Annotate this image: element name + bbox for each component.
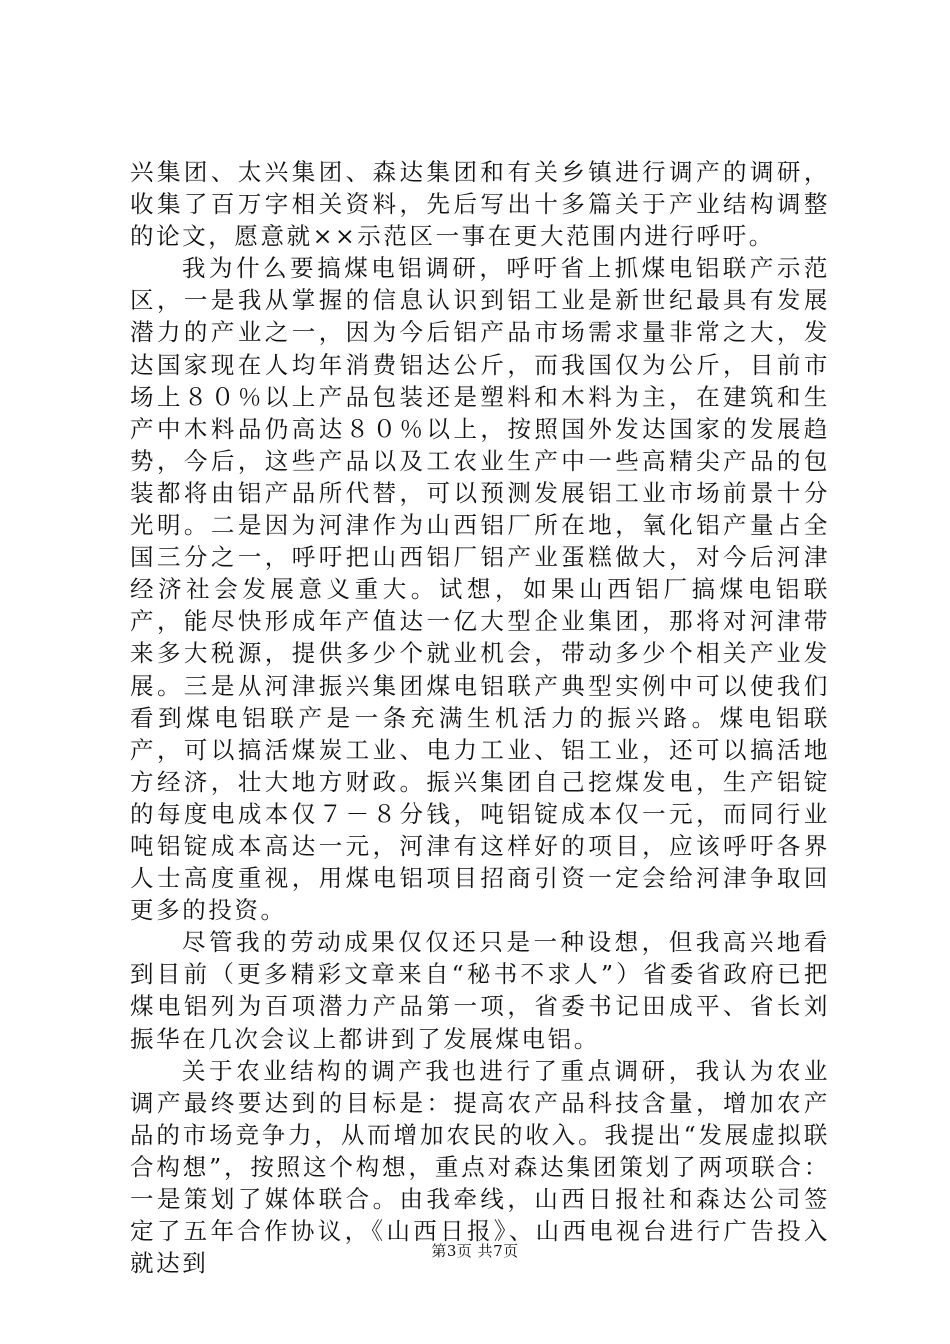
paragraph-continuation: 兴集团、太兴集团、森达集团和有关乡镇进行调产的调研，收集了百万字相关资料，先后写出十多篇关于产业结构调整的论文，愿意就××示范区一事在更大范围内进行呼吁。	[130, 158, 830, 251]
document-body	[130, 156, 830, 1279]
paragraph-provincial-support: 尽管我的劳动成果仅仅还只是一种设想，但我高兴地看到目前（更多精彩文章来自“秘书不求人”）省委省政府已把煤电铝列为百项潜力产品第一项，省委书记田成平、省长刘振华在几次会议上都讲到了发展煤电铝。	[130, 928, 830, 1053]
paragraph-agriculture-restructuring: 关于农业结构的调产我也进行了重点调研，我认为农业调产最终要达到的目标是：提高农产品科技含量，增加农产品的市场竞争力，从而增加农民的收入。我提出“发展虚拟联合构想”，按照这个构想，重点对森达集团策划了两项联合：一是策划了媒体联合。由我牵线，山西日报社和森达公司签定了五年合作协议，《山西日报》、山西电视台进行广告投入就达到	[130, 1056, 830, 1278]
paragraph-coal-electric-aluminum: 我为什么要搞煤电铝调研，呼吁省上抓煤电铝联产示范区，一是我从掌握的信息认识到铝工业是新世纪最具有发展潜力的产业之一，因为今后铝产品市场需求量非常之大，发达国家现在人均年消费铝达公斤，而我国仅为公斤，目前市场上８０％以上产品包装还是塑料和木料为主，在建筑和生产中木料品仍高达８０％以上，按照国外发达国家的发展趋势，今后，这些产品以及工农业生产中一些高精尖产品的包装都将由铝产品所代替，可以预测发展铝工业市场前景十分光明。二是因为河津作为山西铝厂所在地，氧化铝产量占全国三分之一，呼吁把山西铝厂铝产业蛋糕做大，对今后河津经济社会发展意义重大。试想，如果山西铝厂搞煤电铝联产，能尽快形成年产值达一亿大型企业集团，那将对河津带来多大税源，提供多少个就业机会，带动多少个相关产业发展。三是从河津振兴集团煤电铝联产典型实例中可以使我们看到煤电铝联产是一条充满生机活力的振兴路。煤电铝联产，可以搞活煤炭工业、电力工业、铝工业，还可以搞活地方经济，壮大地方财政。振兴集团自己挖煤发电，生产铝锭的每度电成本仅７－８分钱，吨铝锭成本仅一元，而同行业吨铝锭成本高达一元，河津有这样好的项目，应该呼吁各界人士高度重视，用煤电铝项目招商引资一定会给河津争取回更多的投资。	[130, 254, 830, 925]
page-footer: 第3页 共7页	[431, 1242, 519, 1260]
